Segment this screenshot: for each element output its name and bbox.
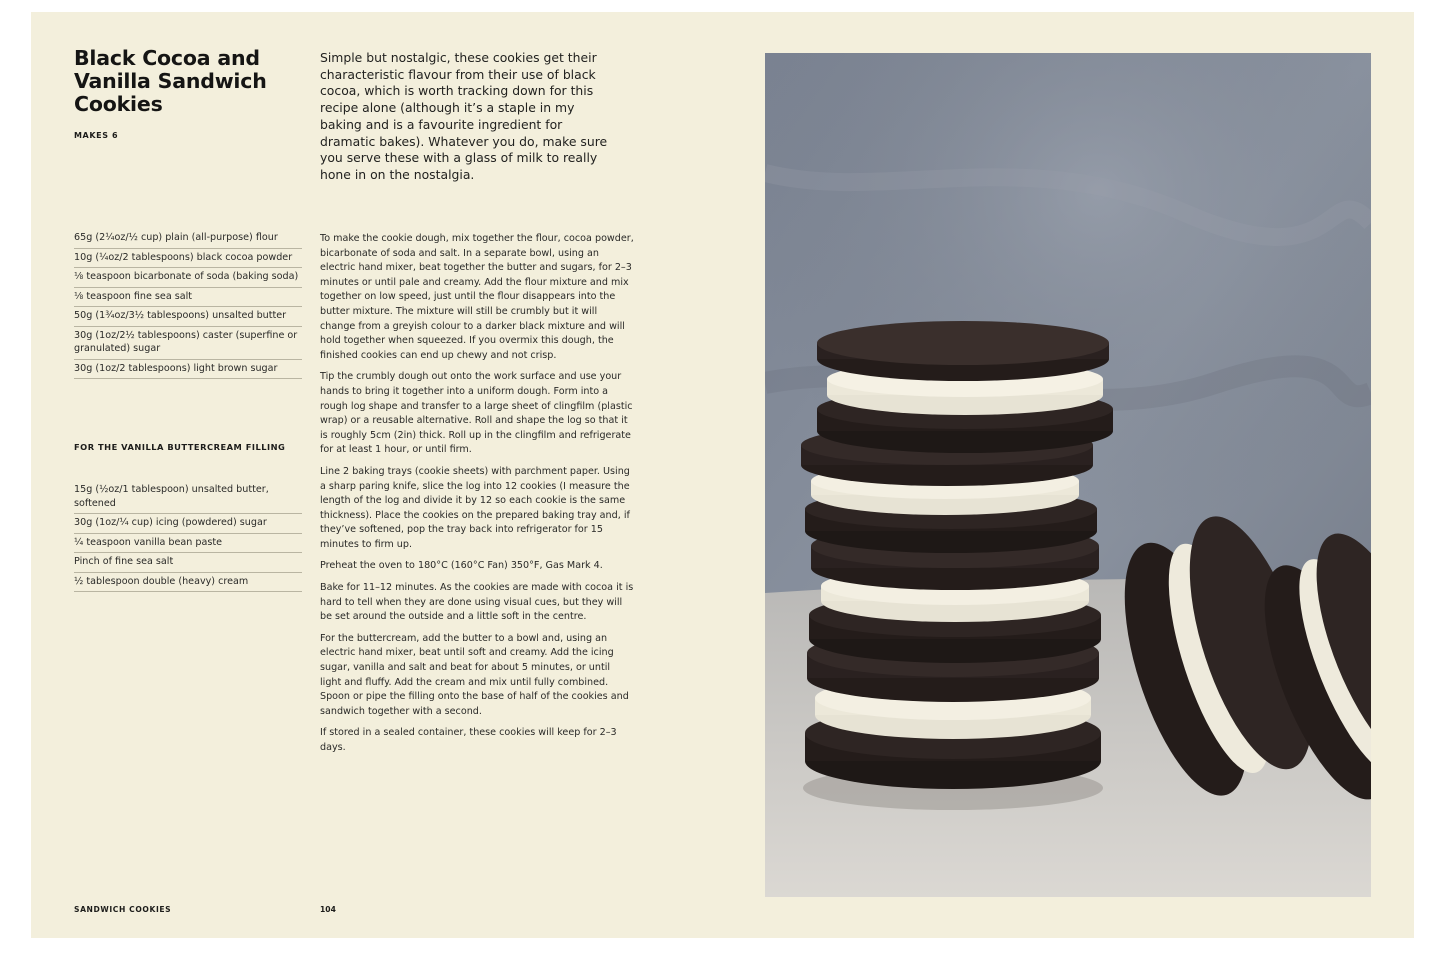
page-number: 104 <box>320 905 336 914</box>
recipe-yield: MAKES 6 <box>74 131 119 140</box>
ingredient-item: Pinch of fine sea salt <box>74 553 302 573</box>
ingredient-item: 50g (1¾oz/3½ tablespoons) unsalted butter <box>74 307 302 327</box>
ingredient-item: 30g (1oz/2½ tablespoons) caster (superfine or granulated) sugar <box>74 327 302 360</box>
recipe-intro: Simple but nostalgic, these cookies get their characteristic flavour from their use of black cocoa, which is worth tracking down for this recipe alone (although it’s a staple in my baking and is a favourite ingredient for dramatic bakes). Whatever you do, make sure you serve these with a glass of milk to really hone in on the nostalgia. <box>320 50 608 182</box>
cookie-stack-photo <box>765 53 1371 897</box>
method-step: If stored in a sealed container, these cookies will keep for 2–3 days. <box>320 727 617 753</box>
filling-ingredient-list <box>74 481 302 592</box>
ingredient-item: ¼ teaspoon vanilla bean paste <box>74 534 302 554</box>
ingredient-item: ⅛ teaspoon bicarbonate of soda (baking soda) <box>74 268 302 288</box>
method-step: For the buttercream, add the butter to a bowl and, using an electric hand mixer, beat until soft and creamy. Add the icing sugar, vanilla and salt and beat for about 5 minutes, or until light and fluffy. Add the cream and mix until fully combined. Spoon or pipe the filling onto the base of half of the cookies and sandwich together with a second. <box>320 632 629 717</box>
method-steps <box>320 232 634 763</box>
running-footer-section: SANDWICH COOKIES <box>74 905 172 914</box>
recipe-title: Black Cocoa and Vanilla Sandwich Cookies <box>74 46 267 116</box>
method-step: Tip the crumbly dough out onto the work surface and use your hands to bring it together into a uniform dough. Form into a rough log shape and transfer to a large sheet of clingfilm (plastic wrap) or a reusable alternative. Roll and shape the log so that it is roughly 5cm (2in) thick. Roll up in the clingfilm and refrigerate for at least 1 hour, or until firm. <box>320 371 633 456</box>
filling-heading: FOR THE VANILLA BUTTERCREAM FILLING <box>74 442 286 452</box>
ingredient-item: 65g (2¼oz/½ cup) plain (all-purpose) flour <box>74 229 302 249</box>
ingredient-item: ½ tablespoon double (heavy) cream <box>74 573 302 593</box>
ingredient-list <box>74 229 302 379</box>
method-step: To make the cookie dough, mix together the flour, cocoa powder, bicarbonate of soda and salt. In a separate bowl, using an electric hand mixer, beat together the butter and sugars, for 2–3 minutes or until pale and creamy. Add the flour mixture and mix together on low speed, just until the flour disappears into the butter mixture. The mixture will still be crumbly but it will change from a greyish colour to a darker black mixture and will hold together when squeezed. If you overmix this dough, the finished cookies can end up chewy and not crisp. <box>320 233 634 361</box>
cookbook-spread <box>31 12 1414 938</box>
method-step: Line 2 baking trays (cookie sheets) with parchment paper. Using a sharp paring knife, slice the log into 12 cookies (I measure the length of the log and divide it by 12 so each cookie is the same thickness). Place the cookies on the prepared baking tray and, if they’ve softened, pop the tray back into refrigerator for 15 minutes to firm up. <box>320 465 630 550</box>
ingredient-item: ⅛ teaspoon fine sea salt <box>74 288 302 308</box>
ingredient-item: 30g (1oz/2 tablespoons) light brown sugar <box>74 360 302 380</box>
method-step: Preheat the oven to 180°C (160°C Fan) 350°F, Gas Mark 4. <box>320 560 603 572</box>
ingredient-item: 15g (½oz/1 tablespoon) unsalted butter, softened <box>74 481 302 514</box>
ingredient-item: 30g (1oz/¼ cup) icing (powdered) sugar <box>74 514 302 534</box>
ingredient-item: 10g (¼oz/2 tablespoons) black cocoa powder <box>74 249 302 269</box>
method-step: Bake for 11–12 minutes. As the cookies are made with cocoa it is hard to tell when they are done using visual cues, but they will be set around the outside and a little soft in the centre. <box>320 582 634 623</box>
cookie-stack <box>801 321 1113 810</box>
